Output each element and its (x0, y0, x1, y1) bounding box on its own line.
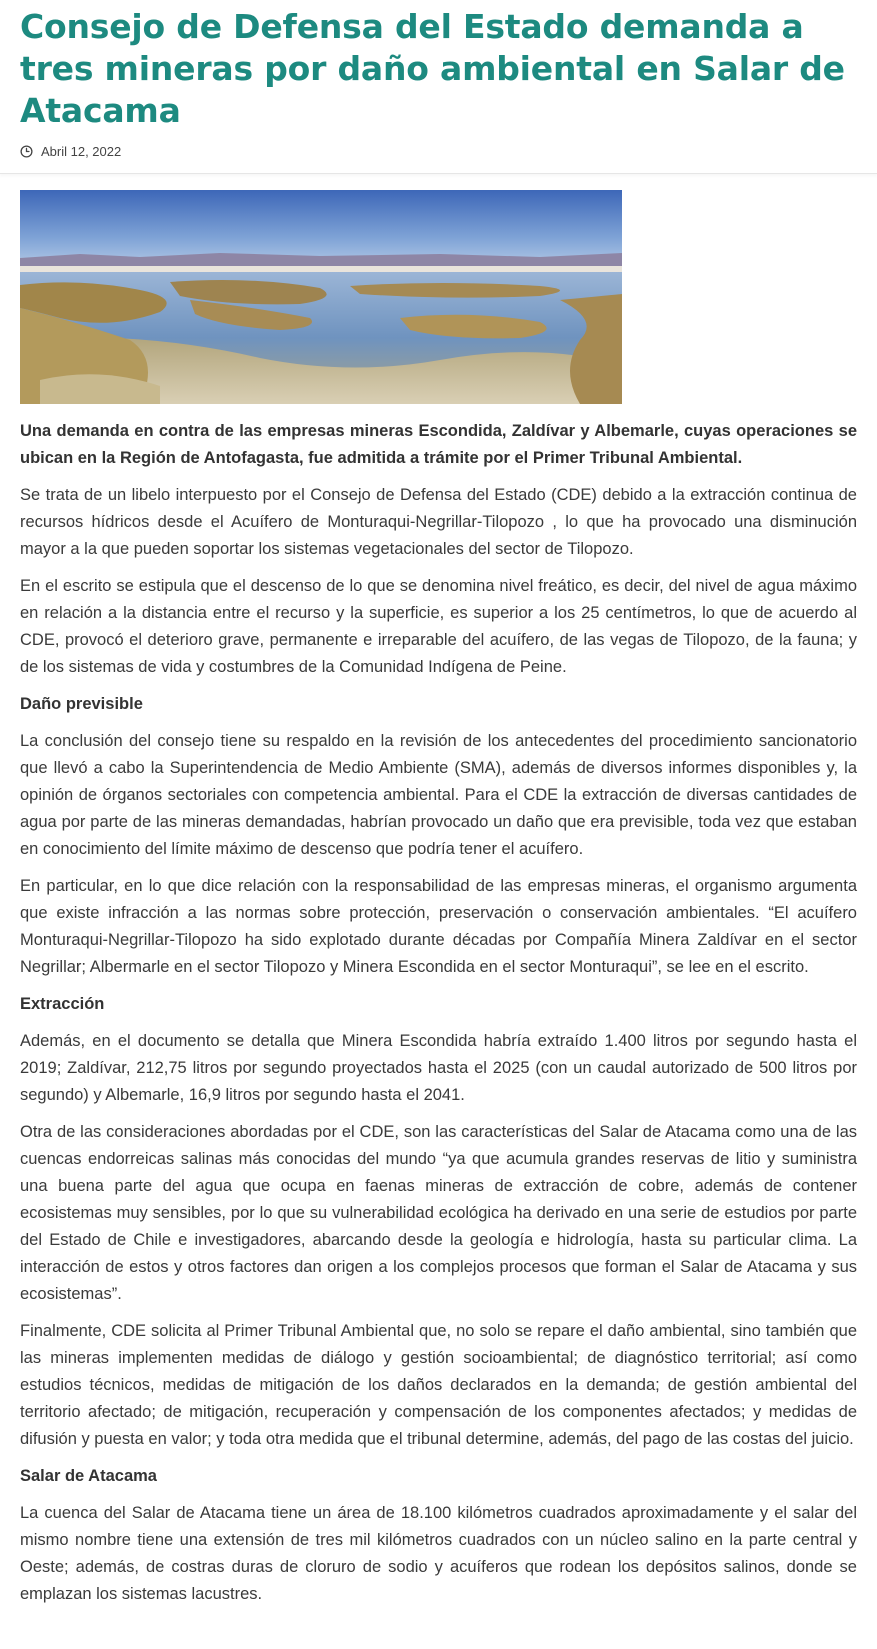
clock-icon (20, 145, 33, 158)
article-paragraph-8: La cuenca del Salar de Atacama tiene un área de 18.100 kilómetros cuadrados aproximadamente y el salar del mismo nombre tiene una extensión de tres mil kilómetros cuadrados con un núcleo salino en la parte central y Oeste; además, de costras duras de cloruro de sodio y acuíferos que rodean los depósitos salinos, donde se emplazan los sistemas lacustres. (20, 1504, 857, 1603)
article-paragraph-3: La conclusión del consejo tiene su respaldo en la revisión de los antecedentes del procedimiento sancionatorio que llevó a cabo la Superintendencia de Medio Ambiente (SMA), además de diversos informes disponibles y, la opinión de órganos sectoriales con competencia ambiental. Para el CDE la extracción de diversas cantidades de agua por parte de las mineras demandadas, habrían provocado un daño que era previsible, toda vez que estaban en conocimiento del límite máximo de descenso que podría tener el acuífero. (20, 732, 857, 858)
article-paragraph-1: Se trata de un libelo interpuesto por el Consejo de Defensa del Estado (CDE) debido a la extracción continua de recursos hídricos desde el Acuífero de Monturaqui-Negrillar-Tilopozo , lo que ha provocado una disminución mayor a la que pueden soportar los sistemas vegetacionales del sector de Tilopozo. (20, 486, 857, 558)
article-paragraph-6: Otra de las consideraciones abordadas por el CDE, son las características del Salar de Atacama como una de las cuencas endorreicas salinas más conocidas del mundo “ya que acumula grandes reservas de litio y suministra una buena parte del agua que ocupa en faenas mineras de extracción de cobre, además de contener ecosistemas muy sensibles, por lo que su vulnerabilidad ecológica ha derivado en una serie de estudios por parte del Estado de Chile e investigadores, abarcando desde la geología e hidrología, hasta su particular clima. La interacción de estos y otros factores dan origen a los complejos procesos que forman el Salar de Atacama y sus ecosistemas”. (20, 1123, 857, 1303)
section-heading-extraccion: Extracción (20, 995, 105, 1013)
article-paragraph-4: En particular, en lo que dice relación con la responsabilidad de las empresas mineras, el organismo argumenta que existe infracción a las normas sobre protección, preservación o conservación ambientales. “El acuífero Monturaqui-Negrillar-Tilopozo ha sido explotado durante décadas por Compañía Minera Zaldívar en el sector Negrillar; Albermarle en el sector Tilopozo y Minera Escondida en el sector Monturaqui”, se lee en el escrito. (20, 877, 857, 976)
article-paragraph-7: Finalmente, CDE solicita al Primer Tribunal Ambiental que, no solo se repare el daño ambiental, sino también que las mineras implementen medidas de diálogo y gestión socioambiental; de diagnóstico territorial; así como estudios técnicos, medidas de mitigación de los daños declarados en la demanda; de gestión ambiental del territorio afectado; de mitigación, recuperación y compensación de los componentes afectados; y medidas de difusión y puesta en valor; y toda otra medida que el tribunal determine, además, del pago de las costas del juicio. (20, 1322, 857, 1448)
article-header (0, 0, 877, 174)
article-paragraph-5: Además, en el documento se detalla que Minera Escondida habría extraído 1.400 litros por segundo hasta el 2019; Zaldívar, 212,75 litros por segundo proyectados hasta el 2025 (con un caudal autorizado de 500 litros por segundo) y Albemarle, 16,9 litros por segundo hasta el 2041. (20, 1032, 857, 1104)
salar-landscape-photo (20, 190, 622, 404)
article-lead: Una demanda en contra de las empresas mineras Escondida, Zaldívar y Albemarle, cuyas operaciones se ubican en la Región de Antofagasta, fue admitida a trámite por el Primer Tribunal Ambiental. (20, 422, 857, 467)
article-title: Consejo de Defensa del Estado demanda a tres mineras por daño ambiental en Salar de Atacama (20, 7, 845, 130)
article-date: Abril 12, 2022 (41, 144, 122, 159)
article-body (0, 174, 877, 1608)
article-meta (20, 144, 857, 159)
section-heading-dano-previsible: Daño previsible (20, 695, 143, 713)
section-heading-salar-de-atacama: Salar de Atacama (20, 1467, 157, 1485)
article-paragraph-2: En el escrito se estipula que el descenso de lo que se denomina nivel freático, es decir, del nivel de agua máximo en relación a la distancia entre el recurso y la superficie, es superior a los 25 centímetros, lo que de acuerdo al CDE, provocó el deterioro grave, permanente e irreparable del acuífero, de las vegas de Tilopozo, de la fauna; y de los sistemas de vida y costumbres de la Comunidad Indígena de Peine. (20, 577, 857, 676)
